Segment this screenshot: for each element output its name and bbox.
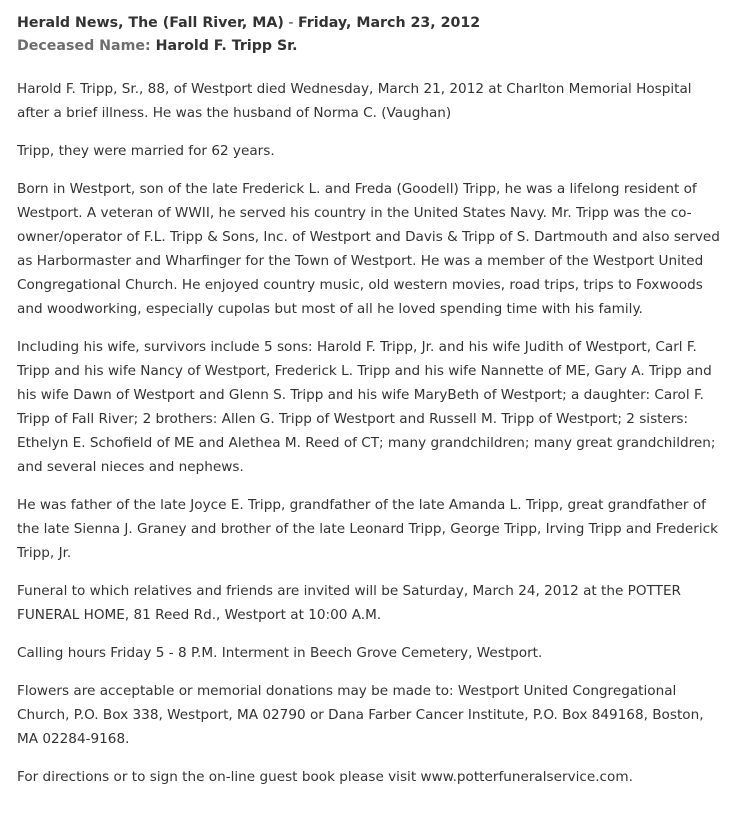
paragraph-funeral: Funeral to which relatives and friends are invited will be Saturday, March 24, 2012 at the POTTER FUNERAL HOME, 81 Reed Rd., Westport at 10:00 A.M. [17,583,681,623]
paragraph-predeceased: He was father of the late Joyce E. Tripp, grandfather of the late Amanda L. Tripp, great grandfather of the late Sienna J. Graney and brother of the late Leonard Tripp, George Tripp, Irving Tripp and Frederick Tripp, Jr. [17,497,718,561]
paragraph-calling-hours: Calling hours Friday 5 - 8 P.M. Interment in Beech Grove Cemetery, Westport. [17,645,543,661]
paragraph-marriage: Tripp, they were married for 62 years. [17,143,275,159]
paragraph-biography: Born in Westport, son of the late Frederick L. and Freda (Goodell) Tripp, he was a lifelong resident of Westport. A veteran of WWII, he served his country in the United States Navy. Mr. Tripp was the co-owner/operator of F.L. Tripp & Sons, Inc. of Westport and Davis & Tripp of S. Dartmouth and also served as Harbormaster and Wharfinger for the Town of Westport. He was a member of the Westport United Congregational Church. He enjoyed country music, old western movies, road trips, trips to Foxwoods and woodworking, especially cupolas but most of all he loved spending time with his family. [17,181,720,317]
paragraph-guest-book: For directions or to sign the on-line guest book please visit www.potterfuneralservice.com. [17,769,633,785]
deceased-name-label: Deceased Name: [17,38,151,54]
paragraph-survivors: Including his wife, survivors include 5 sons: Harold F. Tripp, Jr. and his wife Judith of Westport, Carl F. Tripp and his wife Nancy of Westport, Frederick L. Tripp and his wife Nannette of ME, Gary A. Tripp and his wife Dawn of Westport and Glenn S. Tripp and his wife MaryBeth of Westport; a daughter: Carol F. Tripp of Fall River; 2 brothers: Allen G. Tripp of Westport and Russell M. Tripp of Westport; 2 sisters: Ethelyn E. Schofield of ME and Alethea M. Reed of CT; many grandchildren; many great grandchildren; and several nieces and nephews. [17,339,716,475]
publication-date: Friday, March 23, 2012 [297,15,481,31]
obituary-body [17,77,725,789]
deceased-name-line [17,35,725,58]
paragraph-donations: Flowers are acceptable or memorial donations may be made to: Westport United Congregational Church, P.O. Box 338, Westport, MA 02790 or Dana Farber Cancer Institute, P.O. Box 849168, Boston, MA 02284-9168. [17,683,704,747]
paragraph-death-notice: Harold F. Tripp, Sr., 88, of Westport died Wednesday, March 21, 2012 at Charlton Memorial Hospital after a brief illness. He was the husband of Norma C. (Vaughan) [17,81,692,121]
publication-source: Herald News, The (Fall River, MA) [17,15,284,31]
header-separator: - [283,15,298,31]
deceased-name-value: Harold F. Tripp Sr. [155,38,298,54]
publication-header [17,12,725,35]
